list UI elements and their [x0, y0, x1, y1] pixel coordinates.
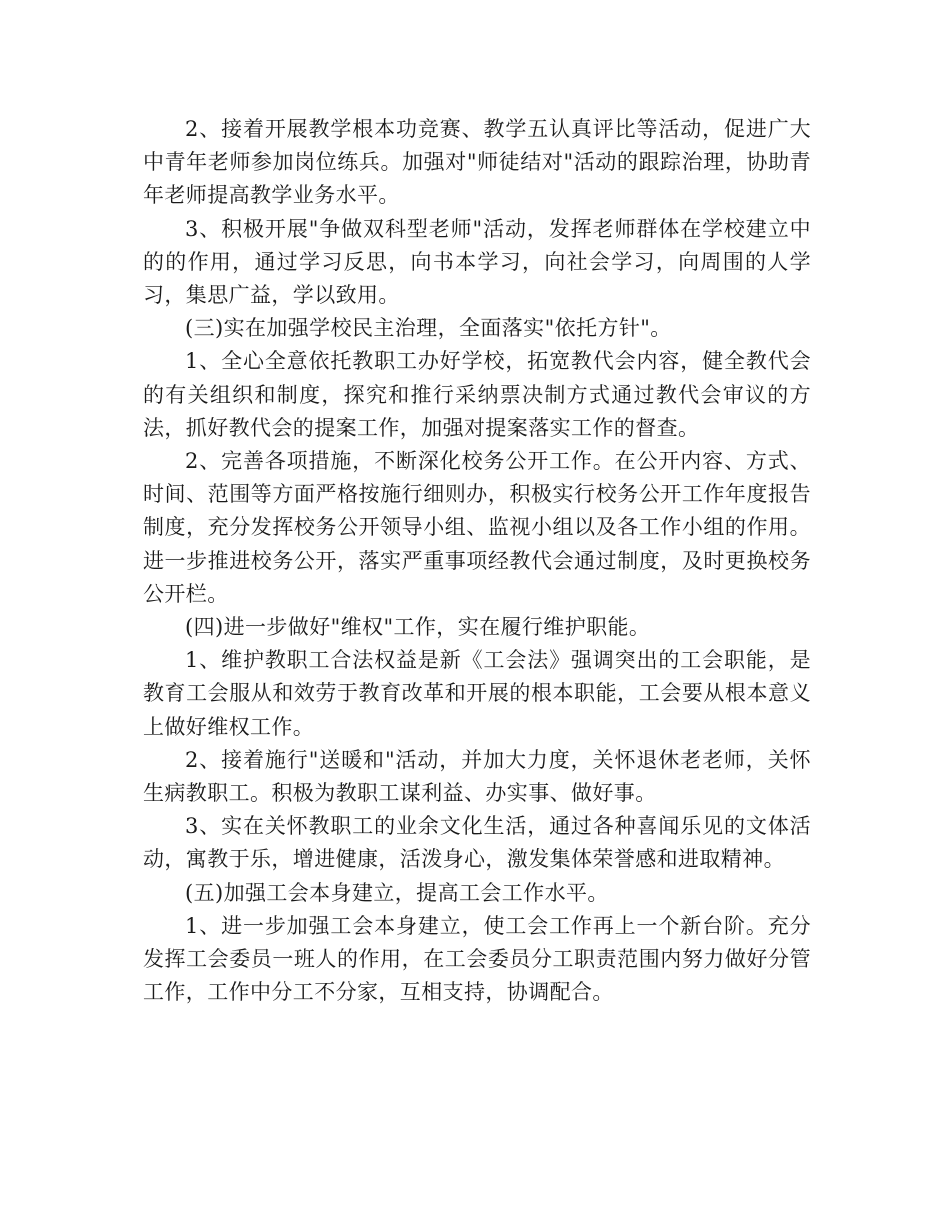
paragraph-cultural-life: 3、实在关怀教职工的业余文化生活，通过各种喜闻乐见的文体活动，寓教于乐，增进健康，活泼身心，激发集体荣誉感和进取精神。	[143, 814, 811, 872]
paragraph-school-affairs-disclosure: 2、完善各项措施，不断深化校务公开工作。在公开内容、方式、时间、范围等方面严格按施行细则办，积极实行校务公开工作年度报告制度，充分发挥校务公开领导小组、监视小组以及各工作小组的作用。进一步推进校务公开，落实严重事项经教代会通过制度，及时更换校务公开栏。	[143, 449, 811, 606]
section-heading-union-building: (五)加强工会本身建立，提高工会工作水平。	[185, 880, 609, 905]
paragraph-training-activities: 2、接着开展教学根本功竞赛、教学五认真评比等活动，促进广大中青年老师参加岗位练兵。加强对"师徒结对"活动的跟踪治理，协助青年老师提高教学业务水平。	[143, 117, 811, 208]
section-heading-rights-protection: (四)进一步做好"维权"工作，实在履行维护职能。	[185, 615, 651, 640]
paragraph-union-committee: 1、进一步加强工会本身建立，使工会工作再上一个新台阶。充分发挥工会委员一班人的作用，在工会委员分工职责范围内努力做好分管工作，工作中分工不分家，互相支持，协调配合。	[143, 913, 811, 1005]
paragraph-dual-skill-teachers: 3、积极开展"争做双科型老师"活动，发挥老师群体在学校建立中的的作用，通过学习反思，向书本学习，向社会学习，向周围的人学习，集思广益，学以致用。	[143, 216, 811, 308]
paragraph-warmth-campaign: 2、接着施行"送暖和"活动，并加大力度，关怀退休老老师，关怀生病教职工。积极为教职工谋利益、办实事、做好事。	[143, 747, 811, 806]
document-body	[143, 113, 811, 1009]
paragraph-legal-rights: 1、维护教职工合法权益是新《工会法》强调突出的工会职能，是教育工会服从和效劳于教育改革和开展的根本职能，工会要从根本意义上做好维权工作。	[143, 648, 811, 739]
section-heading-democratic-management: (三)实在加强学校民主治理，全面落实"依托方针"。	[185, 316, 672, 341]
paragraph-staff-congress: 1、全心全意依托教职工办好学校，拓宽教代会内容，健全教代会的有关组织和制度，探究和推行采纳票决制方式通过教代会审议的方法，抓好教代会的提案工作，加强对提案落实工作的督查。	[143, 349, 811, 440]
